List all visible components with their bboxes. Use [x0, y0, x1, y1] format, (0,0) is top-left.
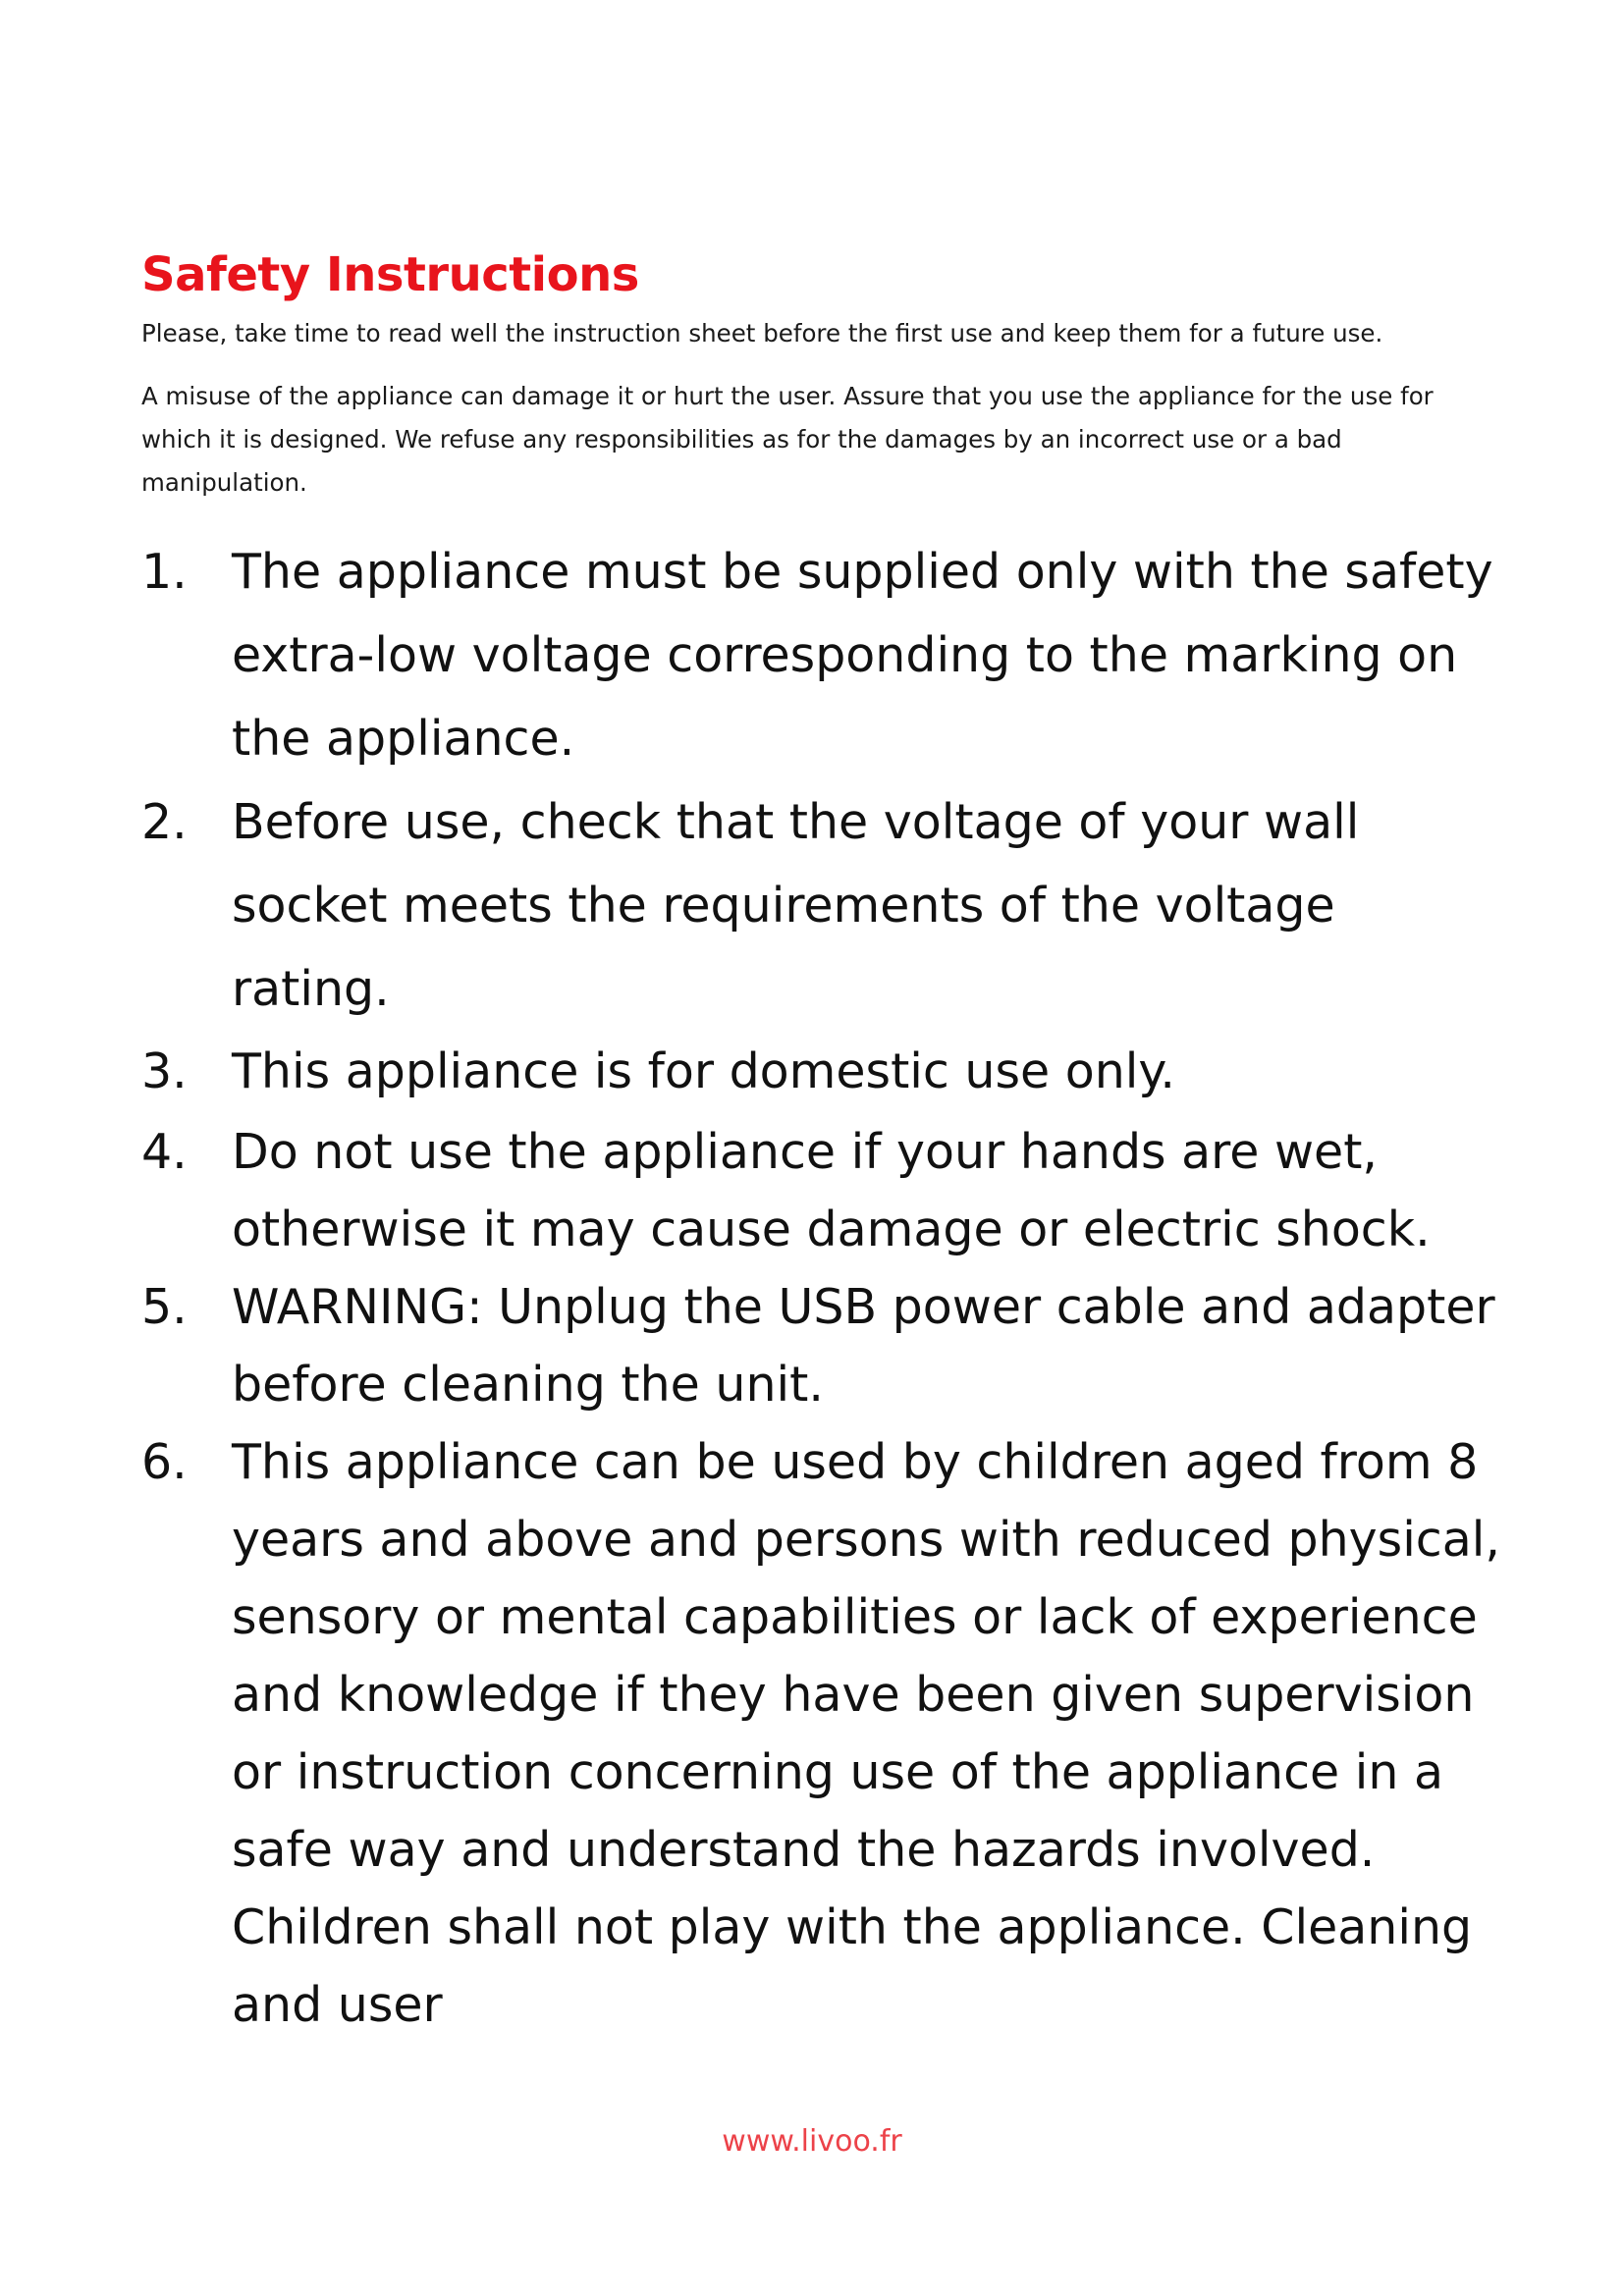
list-item: [141, 530, 1506, 780]
list-item: [141, 780, 1506, 1031]
list-item: [141, 1268, 1506, 1423]
list-item-text: This appliance is for domestic use only.: [232, 1043, 1175, 1099]
intro-paragraph-misuse: A misuse of the appliance can damage it or hurt the user. Assure that you use the appliance for the use for which it is designed. We refuse any responsibilities as for the damages by an incorrect use or a bad manipulation.: [141, 382, 1434, 497]
list-item-number: 1.: [141, 544, 188, 600]
list-item-number: 2.: [141, 794, 188, 850]
list-item-text: WARNING: Unplug the USB power cable and adapter before cleaning the unit.: [232, 1279, 1495, 1413]
intro-paragraph-read: Please, take time to read well the instruction sheet before the first use and keep them for a future use.: [141, 319, 1383, 347]
list-item-text: This appliance can be used by children aged from 8 years and above and persons with reduced physical, sensory or mental capabilities or lack of experience and knowledge if they have been given supervision or instruction concerning use of the appliance in a safe way and understand the hazards involved. Children shall not play with the appliance. Cleaning and user: [232, 1434, 1500, 2033]
list-item-text: The appliance must be supplied only with the safety extra-low voltage corresponding to the marking on the appliance.: [232, 544, 1493, 767]
list-item-number: 4.: [141, 1124, 188, 1180]
list-item-number: 6.: [141, 1434, 188, 1490]
list-item: [141, 1423, 1506, 2044]
page-title: Safety Instructions: [141, 247, 639, 302]
list-item-text: Before use, check that the voltage of your wall socket meets the requirements of the voltage rating.: [232, 794, 1360, 1017]
list-item: [141, 1031, 1506, 1113]
list-item-number: 3.: [141, 1043, 188, 1099]
footer-website-link[interactable]: www.livoo.fr: [722, 2124, 902, 2159]
safety-instructions-list: [141, 530, 1506, 2044]
list-item-number: 5.: [141, 1279, 188, 1335]
list-item: [141, 1113, 1506, 1268]
list-item-text: Do not use the appliance if your hands are wet, otherwise it may cause damage or electric shock.: [232, 1124, 1431, 1257]
